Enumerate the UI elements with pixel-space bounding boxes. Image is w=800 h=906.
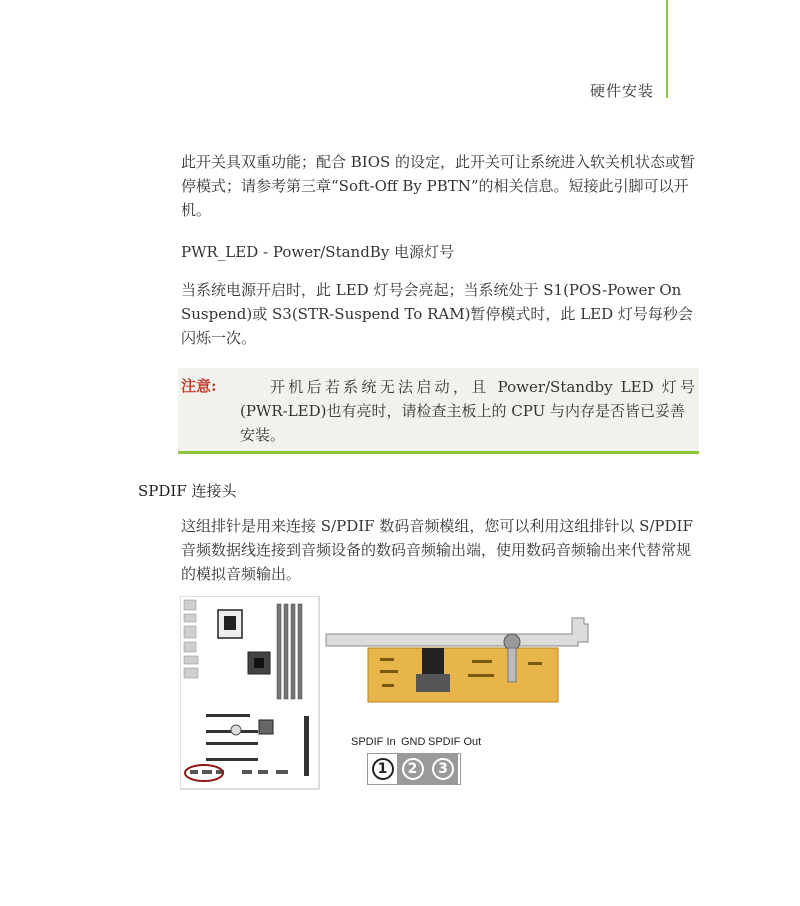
pwr-led-heading: PWR_LED - Power/StandBy 电源灯号 [181,243,455,261]
pin-3 [428,754,458,784]
note-text-rest: (PWR-LED)也有亮时，请检查主板上的 CPU 与内存是否皆已妥善安装。 [240,402,685,444]
pin-2 [398,754,428,784]
spdif-section-title: SPDIF 连接头 [138,482,237,500]
pin-label-spdif-in: SPDIF In [351,736,396,748]
note-box [178,368,699,454]
motherboard-diagram [180,596,320,790]
spdif-bracket-image [322,612,600,718]
paragraph-pwr-led: 当系统电源开启时，此 LED 灯号会亮起；当系统处于 S1(POS-Power On Suspend)或 S3(STR-Suspend To RAM)暂停模式时，此 LED 灯号每秒会闪烁一次。 [181,281,693,347]
page-edge-rule [666,0,668,98]
paragraph-switch-intro: 此开关具双重功能；配合 BIOS 的设定，此开关可让系统进入软关机状态或暂停模式；请参考第三章“Soft-Off By PBTN”的相关信息。短接此引脚可以开机。 [181,153,696,219]
pin-label-gnd: GND [401,736,426,748]
pin-1 [368,754,398,784]
spdif-pin-labels [351,736,491,750]
paragraph-spdif: 这组排针是用来连接 S/PDIF 数码音频模组，您可以利用这组排针以 S/PDIF 音频数据线连接到音频设备的数码音频输出端，使用数码音频输出来代替常规的模拟音频输出。 [181,517,693,583]
pin-3-number: 3 [432,758,454,780]
pin-label-spdif-out: SPDIF Out [428,736,482,748]
pin-1-number: 1 [372,758,394,780]
page-header-title: 硬件安装 [589,82,654,100]
note-text-first-line: 开机后若系统无法启动，且 Power/Standby LED 灯号 [270,378,695,396]
spdif-pin-header [367,753,461,785]
note-label: 注意: [181,377,217,395]
note-text [240,375,695,447]
pin-2-number: 2 [402,758,424,780]
